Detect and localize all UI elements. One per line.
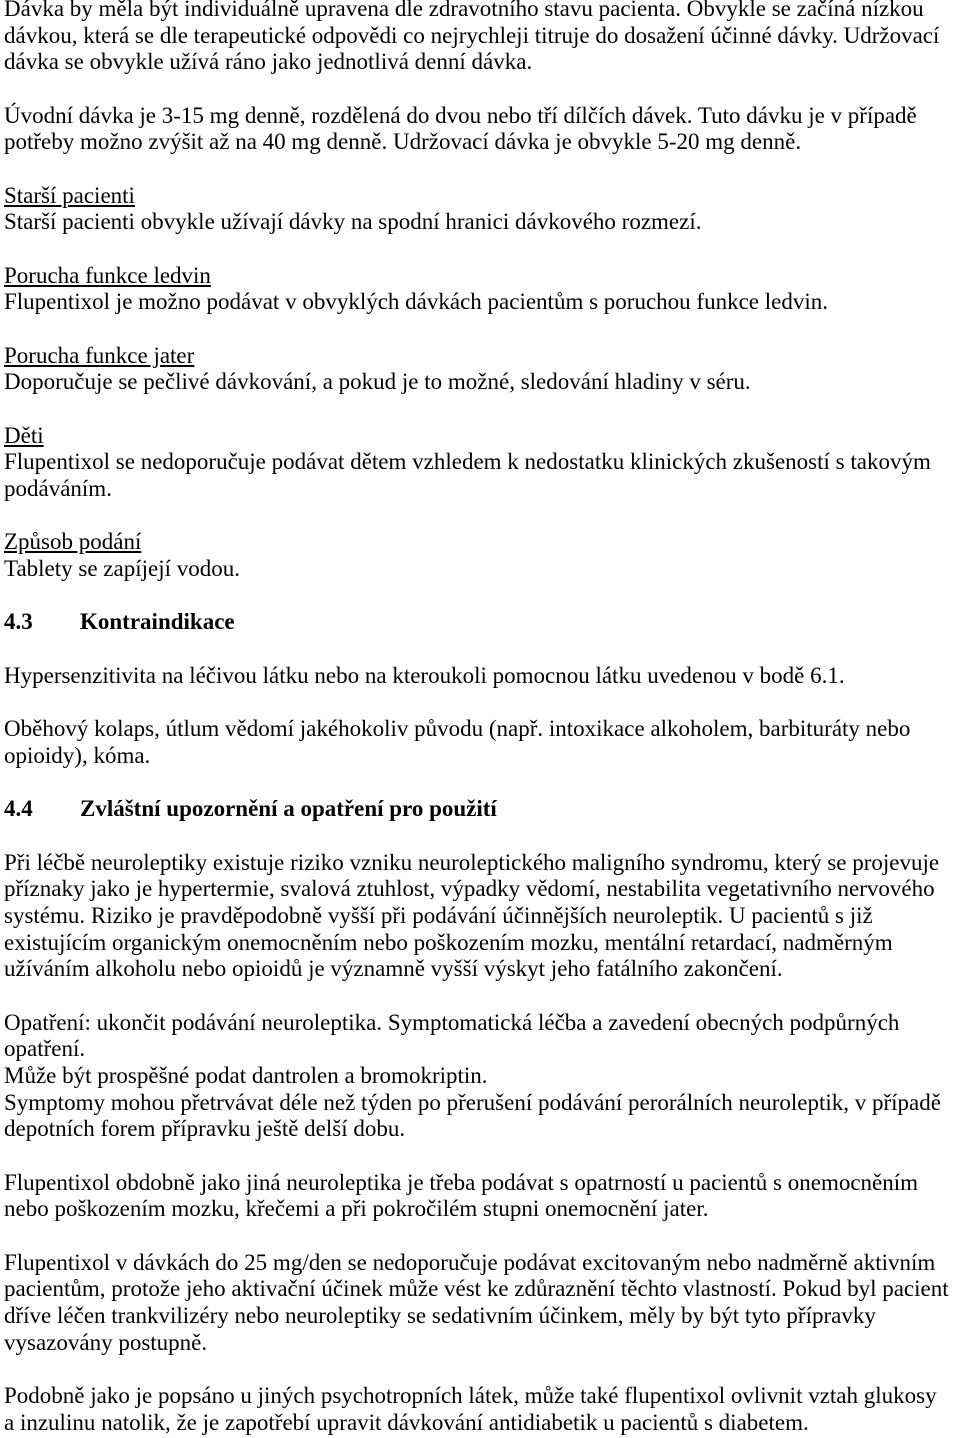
- subheading-row: [4, 183, 956, 210]
- paragraph-initial-dose: [4, 103, 956, 156]
- section-renal-impairment: [4, 263, 956, 316]
- text-line: opioidy), kóma.: [4, 742, 151, 768]
- text-line: a inzulinu natolik, že je zapotřebí upravit dávkování antidiabetik u pacientů s diabetem.: [4, 1409, 809, 1435]
- subheading-hepatic-impairment: Porucha funkce jater: [4, 342, 195, 368]
- text-line: Flupentixol obdobně jako jiná neuroleptika je třeba podávat s opatrností u pacientů s onemocněním: [4, 1169, 919, 1195]
- text-line: Může být prospěšné podat dantrolen a bromokriptin.: [4, 1062, 488, 1088]
- subheading-children: Děti: [4, 422, 44, 448]
- text-line: pacientům, protože jeho aktivační účinek může vést ke zdůraznění těchto vlastností. Pokud byl pacient: [4, 1276, 949, 1302]
- text-line: nebo poškozením mozku, křečemi a při pokročilém stupni onemocnění jater.: [4, 1196, 709, 1222]
- section-number: 4.3: [4, 609, 33, 635]
- subheading-renal-impairment: Porucha funkce ledvin: [4, 262, 211, 288]
- text-line: vysazovány postupně.: [4, 1329, 208, 1355]
- heading-row: [4, 609, 956, 636]
- text-line: Doporučuje se pečlivé dávkování, a pokud je to možné, sledování hladiny v séru.: [4, 369, 751, 395]
- text-line: Tablety se zapíjejí vodou.: [4, 556, 240, 582]
- text-line: Symptomy mohou přetrvávat déle než týden po přerušení podávání perorálních neuroleptik, v případě: [4, 1089, 941, 1115]
- text-line: dávkou, která se dle terapeutické odpovědi co nejrychleji titruje do dosažení účinné dávky. Udržovací: [4, 22, 940, 48]
- text-line: Úvodní dávka je 3-15 mg denně, rozdělená do dvou nebo tří dílčích dávek. Tuto dávku je v případě: [4, 102, 917, 128]
- text-line: dávka se obvykle užívá ráno jako jednotlivá denní dávka.: [4, 49, 533, 75]
- subheading-elderly: Starší pacienti: [4, 182, 135, 208]
- section-title: Kontraindikace: [80, 609, 235, 635]
- paragraph-warning-brain-damage: [4, 1170, 956, 1223]
- section-elderly: [4, 183, 956, 236]
- section-heading-warnings: [4, 796, 956, 823]
- paragraph-contraindication-hypersensitivity: [4, 663, 956, 690]
- subheading-row: [4, 343, 956, 370]
- subheading-row: [4, 423, 956, 450]
- heading-row: [4, 796, 956, 823]
- paragraph-warning-nms: [4, 850, 956, 983]
- text-line: existujícím organickým onemocněním nebo poškozením mozku, mentální retardací, nadměrným: [4, 929, 893, 955]
- text-line: užíváním alkoholu nebo opioidů je významně vyšší výskyt jeho fatálního zakončení.: [4, 956, 783, 982]
- text-line: dříve léčen trankvilizéry nebo neuroleptiky se sedativním účinkem, měly by být tyto přípravky: [4, 1302, 876, 1328]
- section-title: Zvláštní upozornění a opatření pro použití: [80, 796, 497, 822]
- section-administration: [4, 529, 956, 582]
- text-line: Starší pacienti obvykle užívají dávky na spodní hranici dávkového rozmezí.: [4, 209, 702, 235]
- section-hepatic-impairment: [4, 343, 956, 396]
- text-line: Podobně jako je popsáno u jiných psychotropních látek, může také flupentixol ovlivnit vztah glukosy: [4, 1382, 937, 1408]
- text-line: opatření.: [4, 1036, 86, 1062]
- paragraph-warning-measures: [4, 1010, 956, 1143]
- text-line: Flupentixol v dávkách do 25 mg/den se nedoporučuje podávat excitovaným nebo nadměrně aktivním: [4, 1249, 936, 1275]
- text-line: Dávka by měla být individuálně upravena dle zdravotního stavu pacienta. Obvykle se začíná nízkou: [4, 0, 924, 21]
- text-line: Flupentixol je možno podávat v obvyklých dávkách pacientům s poruchou funkce ledvin.: [4, 289, 828, 315]
- text-line: podáváním.: [4, 476, 112, 502]
- document-page: [4, 0, 956, 1436]
- paragraph-dosage-intro: [4, 0, 956, 76]
- section-children: [4, 423, 956, 503]
- paragraph-contraindication-collapse: [4, 716, 956, 769]
- paragraph-warning-excited-patients: [4, 1250, 956, 1357]
- subheading-row: [4, 529, 956, 556]
- text-line: Flupentixol se nedoporučuje podávat dětem vzhledem k nedostatku klinických zkušeností s takovým: [4, 449, 931, 475]
- subheading-administration: Způsob podání: [4, 529, 142, 555]
- text-line: Opatření: ukončit podávání neuroleptika. Symptomatická léčba a zavedení obecných podpůrných: [4, 1009, 900, 1035]
- section-heading-contraindications: [4, 609, 956, 636]
- text-line: Při léčbě neuroleptiky existuje riziko vzniku neuroleptického maligního syndromu, který se projevuje: [4, 849, 940, 875]
- text-line: Hypersenzitivita na léčivou látku nebo na kteroukoli pomocnou látku uvedenou v bodě 6.1.: [4, 662, 845, 688]
- text-line: Oběhový kolaps, útlum vědomí jakéhokoliv původu (např. intoxikace alkoholem, barbituráty nebo: [4, 716, 911, 742]
- text-line: příznaky jako je hypertermie, svalová ztuhlost, výpadky vědomí, nestabilita vegetativního nervového: [4, 876, 935, 902]
- text-line: systému. Riziko je pravděpodobně vyšší při podávání účinnějších neuroleptik. U pacientů s již: [4, 902, 873, 928]
- subheading-row: [4, 263, 956, 290]
- section-number: 4.4: [4, 796, 33, 822]
- paragraph-warning-diabetes: [4, 1383, 956, 1436]
- text-line: depotních forem přípravku ještě delší dobu.: [4, 1116, 406, 1142]
- text-line: potřeby možno zvýšit až na 40 mg denně. Udržovací dávka je obvykle 5-20 mg denně.: [4, 129, 802, 155]
